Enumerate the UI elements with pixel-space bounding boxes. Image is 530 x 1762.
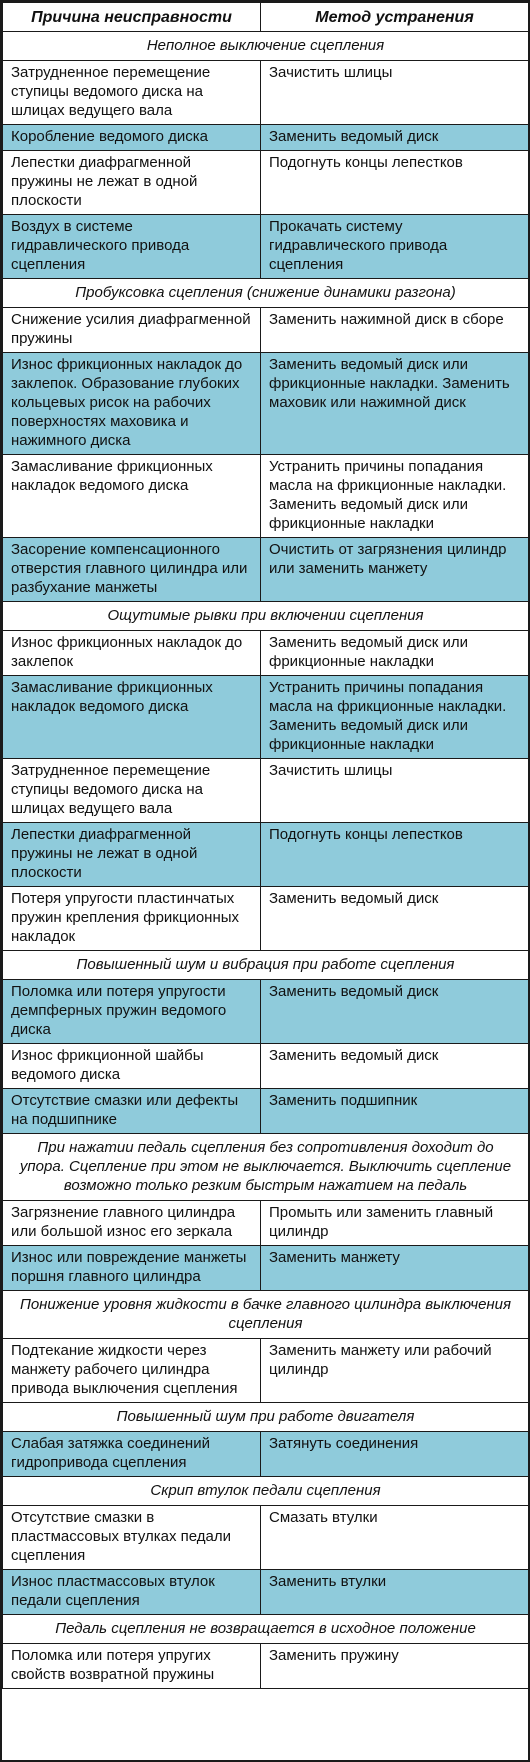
table-row	[3, 1432, 529, 1477]
section-heading-row	[3, 32, 529, 61]
section-heading: Повышенный шум при работе двигателя	[3, 1403, 529, 1432]
fix-cell: Заменить нажимной диск в сборе	[261, 308, 529, 353]
section-heading-row	[3, 279, 529, 308]
table-row	[3, 125, 529, 151]
fix-cell: Заменить ведомый диск	[261, 980, 529, 1044]
table-row	[3, 1644, 529, 1689]
cause-cell: Подтекание жидкости через манжету рабочего цилиндра привода выключения сцепления	[3, 1339, 261, 1403]
cause-cell: Замасливание фрикционных накладок ведомого диска	[3, 455, 261, 538]
fix-cell: Заменить ведомый диск или фрикционные накладки	[261, 631, 529, 676]
cause-cell: Коробление ведомого диска	[3, 125, 261, 151]
section-heading-row	[3, 951, 529, 980]
table-row	[3, 353, 529, 455]
section-heading-row	[3, 1615, 529, 1644]
troubleshooting-table	[2, 2, 529, 1689]
table-row	[3, 215, 529, 279]
fix-cell: Очистить от загрязнения цилиндр или заменить манжету	[261, 538, 529, 602]
cause-cell: Поломка или потеря упругости демпферных пружин ведомого диска	[3, 980, 261, 1044]
cause-cell: Замасливание фрикционных накладок ведомого диска	[3, 676, 261, 759]
table-row	[3, 1044, 529, 1089]
section-heading: Ощутимые рывки при включении сцепления	[3, 602, 529, 631]
section-heading-row	[3, 602, 529, 631]
section-heading: Понижение уровня жидкости в бачке главного цилиндра выключения сцепления	[3, 1291, 529, 1339]
fix-cell: Смазать втулки	[261, 1506, 529, 1570]
table-body	[3, 32, 529, 1689]
fix-cell: Подогнуть концы лепестков	[261, 823, 529, 887]
section-heading: Неполное выключение сцепления	[3, 32, 529, 61]
fix-cell: Зачистить шлицы	[261, 759, 529, 823]
cause-cell: Отсутствие смазки или дефекты на подшипнике	[3, 1089, 261, 1134]
fix-cell: Заменить ведомый диск	[261, 1044, 529, 1089]
table-row	[3, 1506, 529, 1570]
table-row	[3, 1570, 529, 1615]
section-heading: Скрип втулок педали сцепления	[3, 1477, 529, 1506]
cause-cell: Отсутствие смазки в пластмассовых втулках педали сцепления	[3, 1506, 261, 1570]
section-heading: Педаль сцепления не возвращается в исходное положение	[3, 1615, 529, 1644]
fix-cell: Прокачать систему гидравлического привода сцепления	[261, 215, 529, 279]
column-header-fix: Метод устранения	[261, 3, 529, 32]
fix-cell: Заменить пружину	[261, 1644, 529, 1689]
fix-cell: Заменить подшипник	[261, 1089, 529, 1134]
section-heading: Пробуксовка сцепления (снижение динамики разгона)	[3, 279, 529, 308]
table-row	[3, 759, 529, 823]
fix-cell: Заменить ведомый диск	[261, 887, 529, 951]
cause-cell: Износ фрикционных накладок до заклепок. Образование глубоких кольцевых рисок на рабочих поверхностях маховика и нажимного диска	[3, 353, 261, 455]
cause-cell: Засорение компенсационного отверстия главного цилиндра или разбухание манжеты	[3, 538, 261, 602]
cause-cell: Снижение усилия диафрагменной пружины	[3, 308, 261, 353]
table-row	[3, 308, 529, 353]
table-row	[3, 1089, 529, 1134]
fix-cell: Зачистить шлицы	[261, 61, 529, 125]
table-row	[3, 151, 529, 215]
table-row	[3, 1246, 529, 1291]
fix-cell: Устранить причины попадания масла на фрикционные накладки. Заменить ведомый диск или фрикционные накладки	[261, 455, 529, 538]
table-row	[3, 1339, 529, 1403]
fix-cell: Устранить причины попадания масла на фрикционные накладки. Заменить ведомый диск или фрикционные накладки	[261, 676, 529, 759]
cause-cell: Износ пластмассовых втулок педали сцепления	[3, 1570, 261, 1615]
table-row	[3, 631, 529, 676]
cause-cell: Затрудненное перемещение ступицы ведомого диска на шлицах ведущего вала	[3, 61, 261, 125]
cause-cell: Загрязнение главного цилиндра или большой износ его зеркала	[3, 1201, 261, 1246]
cause-cell: Поломка или потеря упругих свойств возвратной пружины	[3, 1644, 261, 1689]
fix-cell: Затянуть соединения	[261, 1432, 529, 1477]
cause-cell: Износ фрикционной шайбы ведомого диска	[3, 1044, 261, 1089]
section-heading-row	[3, 1477, 529, 1506]
table-row	[3, 538, 529, 602]
fix-cell: Заменить манжету или рабочий цилиндр	[261, 1339, 529, 1403]
section-heading-row	[3, 1403, 529, 1432]
cause-cell: Износ фрикционных накладок до заклепок	[3, 631, 261, 676]
cause-cell: Слабая затяжка соединений гидропривода сцепления	[3, 1432, 261, 1477]
cause-cell: Затрудненное перемещение ступицы ведомого диска на шлицах ведущего вала	[3, 759, 261, 823]
section-heading: При нажатии педаль сцепления без сопротивления доходит до упора. Сцепление при этом не выключается. Выключить сцепление возможно только резким быстрым нажатием на педаль	[3, 1134, 529, 1201]
table-header-row	[3, 3, 529, 32]
table-row	[3, 1201, 529, 1246]
cause-cell: Лепестки диафрагменной пружины не лежат в одной плоскости	[3, 823, 261, 887]
fix-cell: Заменить манжету	[261, 1246, 529, 1291]
table-row	[3, 980, 529, 1044]
fix-cell: Подогнуть концы лепестков	[261, 151, 529, 215]
cause-cell: Потеря упругости пластинчатых пружин крепления фрикционных накладок	[3, 887, 261, 951]
fix-cell: Заменить ведомый диск или фрикционные накладки. Заменить маховик или нажимной диск	[261, 353, 529, 455]
table-row	[3, 823, 529, 887]
table-row	[3, 455, 529, 538]
column-header-cause: Причина неисправности	[3, 3, 261, 32]
section-heading-row	[3, 1134, 529, 1201]
fix-cell: Промыть или заменить главный цилиндр	[261, 1201, 529, 1246]
table-row	[3, 61, 529, 125]
fix-cell: Заменить ведомый диск	[261, 125, 529, 151]
cause-cell: Воздух в системе гидравлического привода сцепления	[3, 215, 261, 279]
table-row	[3, 676, 529, 759]
table-row	[3, 887, 529, 951]
cause-cell: Износ или повреждение манжеты поршня главного цилиндра	[3, 1246, 261, 1291]
cause-cell: Лепестки диафрагменной пружины не лежат в одной плоскости	[3, 151, 261, 215]
section-heading: Повышенный шум и вибрация при работе сцепления	[3, 951, 529, 980]
fix-cell: Заменить втулки	[261, 1570, 529, 1615]
section-heading-row	[3, 1291, 529, 1339]
